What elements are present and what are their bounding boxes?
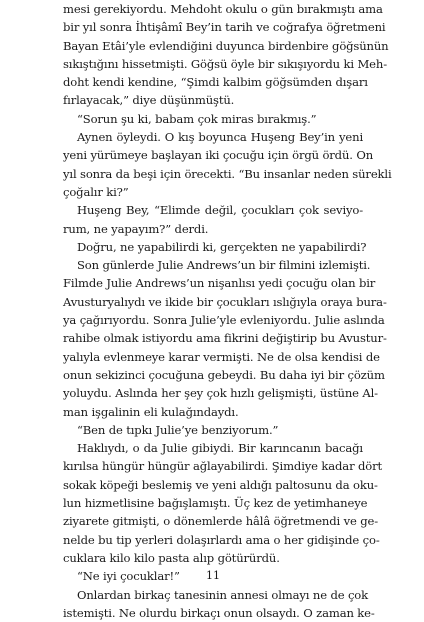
text-line: yıl sonra da beşi için örecekti. “Bu insanlar neden sürekli [63, 166, 392, 181]
text-line: Filmde Julie Andrews’un nişanlısı yedi çocuğu olan bir [63, 276, 376, 291]
text-line: Haklıydı, o da Julie gibiydi. Bir karıncanın bacağı [77, 441, 363, 456]
text-line: Son günlerde Julie Andrews’un bir filmini izlemişti. [77, 258, 371, 273]
text-line: yalıyla evlenmeye karar vermişti. Ne de olsa kendisi de [63, 349, 380, 364]
text-line: yeni yürümeye başlayan iki çocuğu için örgü ördü. On [63, 148, 374, 163]
body-text [63, 0, 392, 622]
text-line: Onlardan birkaç tanesinin annesi olmayı ne de çok [77, 587, 369, 602]
text-line: sıkıştığını hissetmişti. Göğsü öyle bir sıkışıyordu ki Meh- [63, 56, 387, 71]
text-line: “Ne iyi çocuklar!” [77, 569, 180, 584]
text-line: rum, ne yapayım?” derdi. [63, 221, 209, 236]
book-page [63, 0, 392, 620]
text-line: rahibe olmak istiyordu ama fikrini değiştirip bu Avustur- [63, 331, 387, 346]
text-line: yoluydu. Aslında her şey çok hızlı gelişmişti, üstüne Al- [63, 386, 378, 401]
text-line: onun sekizinci çocuğuna gebeydi. Bu daha iyi bir çözüm [63, 367, 385, 382]
page-number: 11 [206, 569, 220, 582]
text-line: doht kendi kendine, “Şimdi kalbim göğsümden dışarı [63, 75, 368, 90]
text-line: kırılsa hüngür hüngür ağlayabilirdi. Şimdiye kadar dört [63, 459, 382, 474]
text-line: ziyarete gitmişti, o dönemlerde hâlâ öğretmendi ve ge- [63, 514, 379, 529]
text-line: Avusturyalıydı ve ikide bir çocukları ıslığıyla oraya bura- [63, 294, 387, 309]
text-line: Huşeng Bey, “Elimde değil, çocukları çok seviyo- [77, 203, 363, 218]
text-line: Doğru, ne yapabilirdi ki, gerçekten ne yapabilirdi? [77, 239, 367, 254]
text-line: nelde bu tip yerleri dolaşırlardı ama o her gidişinde ço- [63, 532, 380, 547]
text-line: fırlayacak,” diye düşünmüştü. [63, 93, 235, 108]
text-line: Aynen öyleydi. O kış boyunca Huşeng Bey’in yeni [77, 130, 363, 145]
text-line: mesi gerekiyordu. Mehdoht okulu o gün bırakmıştı ama [63, 2, 383, 16]
text-line: çoğalır ki?” [63, 184, 129, 199]
text-line: “Sorun şu ki, babam çok miras bırakmış.” [77, 111, 317, 126]
text-line: man işgalinin eli kulağındaydı. [63, 404, 239, 419]
text-line: Bayan Etâi’yle evlendiğini duyunca birdenbire göğsünün [63, 38, 389, 53]
text-line: “Ben de tıpkı Julie’ye benziyorum.” [77, 422, 279, 437]
text-line: ya çağırıyordu. Sonra Julie’yle evleniyordu. Julie aslında [63, 313, 385, 328]
text-line: bir yıl sonra İhtişâmî Bey’in tarih ve coğrafya öğretmeni [63, 20, 386, 35]
text-line: istemişti. Ne olurdu birkaçı onun olsaydı. O zaman ke- [63, 605, 375, 620]
text-line: cuklara kilo kilo pasta alıp götürürdü. [63, 550, 280, 565]
text-line: lun hizmetlisine bağışlamıştı. Üç kez de yetimhaneye [63, 496, 368, 511]
text-line: sokak köpeği beslemiş ve yeni aldığı paltosunu da oku- [63, 477, 378, 492]
